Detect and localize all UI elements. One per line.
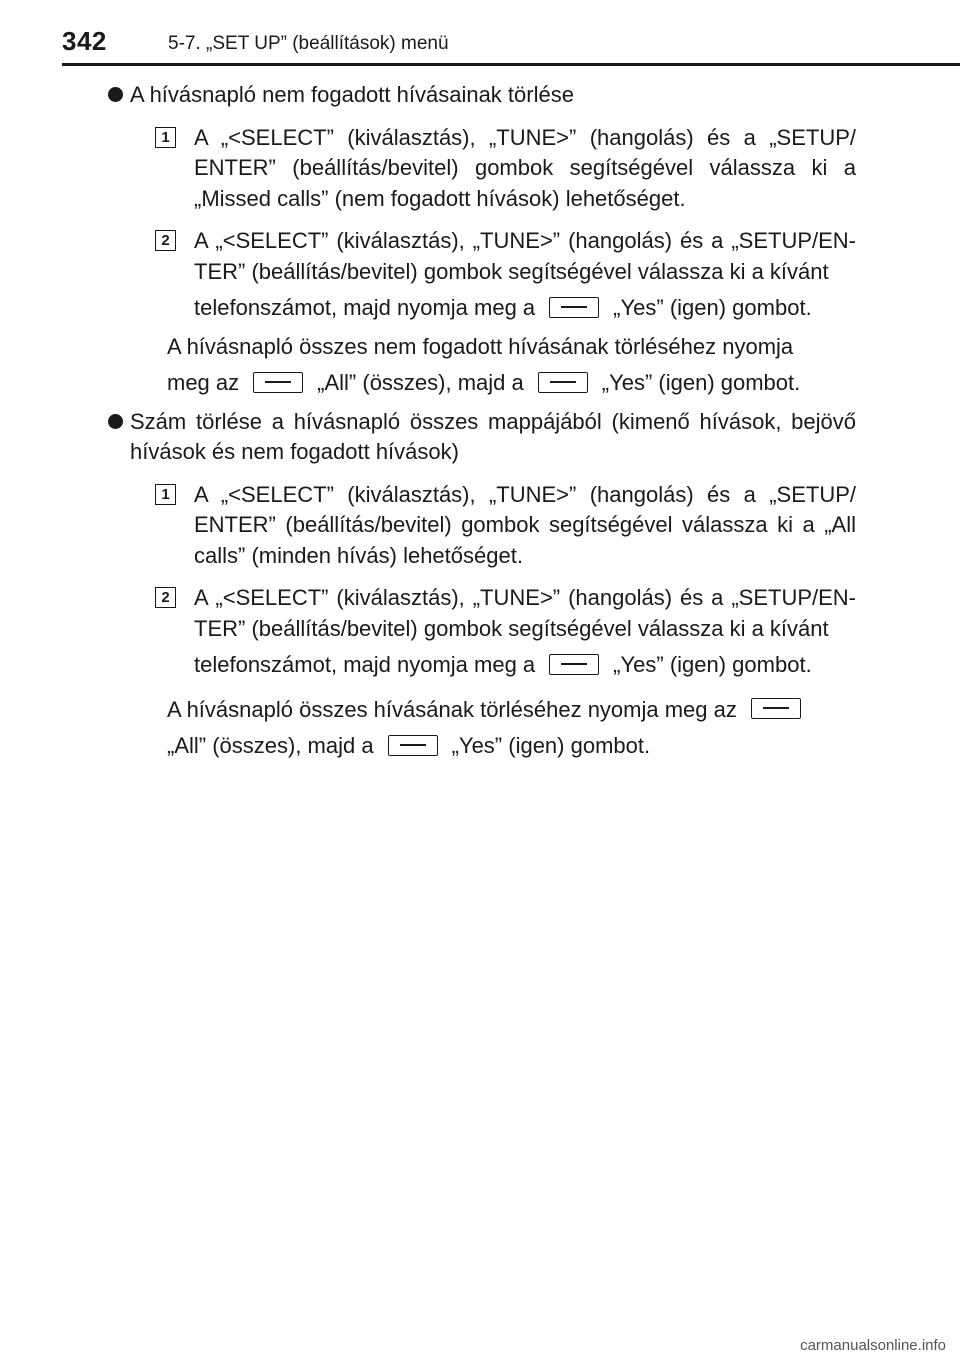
button-instruction-line	[194, 293, 856, 324]
instruction-text: „Yes” (igen) gombot.	[613, 652, 812, 677]
step-text: A „<SELECT” (kiválasztás), „TUNE>” (hangolás) és a „SETUP/EN- TER” (beállítás/bevitel) gombok segítségével válassza ki a kívánt	[194, 228, 856, 284]
button-key-icon	[751, 698, 801, 719]
button-key-icon	[538, 372, 588, 393]
note-paragraph	[130, 695, 856, 762]
step-number-icon: 2	[155, 230, 176, 251]
button-key-icon	[253, 372, 303, 393]
instruction-text: A hívásnapló összes hívásának törléséhez nyomja meg az	[167, 696, 737, 722]
step-text: A „<SELECT” (kiválasztás), „TUNE>” (hangolás) és a „SETUP/EN- TER” (beállítás/bevitel) gombok segítségével válassza ki a kívánt	[194, 585, 856, 641]
section-title: 5-7. „SET UP” (beállítások) menü	[168, 33, 449, 54]
instruction-text: „Yes” (igen) gombot.	[451, 733, 651, 758]
step-1	[130, 480, 856, 572]
step-2	[130, 583, 856, 681]
bullet-dot-icon	[108, 87, 123, 102]
step-2	[130, 226, 856, 324]
step-1	[130, 123, 856, 215]
button-key-icon	[388, 735, 438, 756]
instruction-text: „All” (összes), majd a	[317, 370, 524, 395]
instruction-text: telefonszámot, majd nyomja meg a	[194, 295, 536, 320]
bullet-dot-icon	[108, 414, 123, 429]
page-content	[108, 80, 856, 768]
page-number: 342	[62, 26, 107, 56]
instruction-text: „Yes” (igen) gombot.	[601, 370, 801, 395]
note-text: A hívásnapló összes nem fogadott hívásának törléséhez nyomja	[167, 333, 794, 359]
note-paragraph	[130, 332, 856, 399]
button-instruction-line	[194, 650, 856, 681]
bullet-section-delete-number	[108, 407, 856, 762]
watermark: carmanualsonline.info	[800, 1337, 946, 1354]
instruction-text: „Yes” (igen) gombot.	[613, 295, 812, 320]
button-instruction-line	[167, 731, 856, 762]
step-text: A „<SELECT” (kiválasztás), „TUNE>” (hangolás) és a „SETUP/ ENTER” (beállítás/bevitel) gombok segítségével válassza ki a „Missed calls” (nem fogadott hívások) lehetőséget.	[194, 124, 856, 211]
button-instruction-line	[167, 368, 856, 399]
instruction-text: meg az	[167, 370, 240, 395]
button-key-icon	[549, 297, 599, 318]
button-key-icon	[549, 654, 599, 675]
step-number-icon: 2	[155, 587, 176, 608]
button-instruction-line	[167, 695, 856, 726]
page-header	[62, 26, 960, 66]
step-number-icon: 1	[155, 484, 176, 505]
header-rule	[62, 63, 960, 66]
instruction-text: „All” (összes), majd a	[167, 733, 374, 758]
bullet-section-missed-calls	[108, 80, 856, 399]
step-text: A „<SELECT” (kiválasztás), „TUNE>” (hangolás) és a „SETUP/ ENTER” (beállítás/bevitel) gombok segítségével válassza ki a „All calls” (minden hívás) lehetőséget.	[194, 481, 856, 568]
step-number-icon: 1	[155, 127, 176, 148]
bullet-heading: Szám törlése a hívásnapló összes mappájából (kimenő hívások, bejövő hívások és nem fogadott hívások)	[130, 408, 856, 464]
instruction-text: telefonszámot, majd nyomja meg a	[194, 652, 536, 677]
bullet-heading: A hívásnapló nem fogadott hívásainak törlése	[130, 82, 574, 107]
